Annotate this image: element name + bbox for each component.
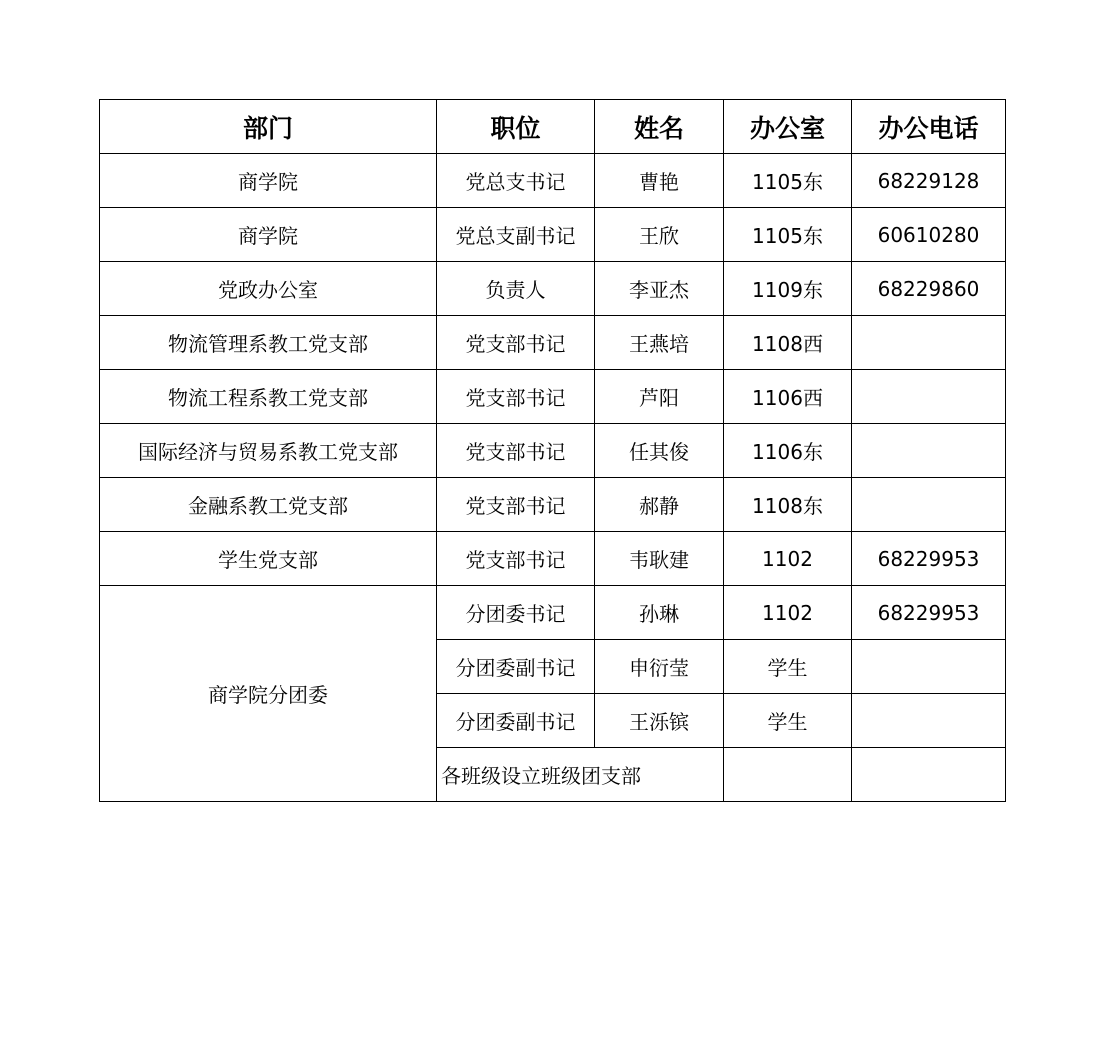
league-dept-cell: 商学院分团委: [100, 586, 437, 802]
header-office: 办公室: [724, 100, 852, 154]
office-cell: 1102: [724, 532, 852, 586]
contact-directory-table: [99, 99, 1006, 802]
office-cell: 1108东: [724, 478, 852, 532]
position-cell: 党支部书记: [437, 532, 595, 586]
dept-cell: 国际经济与贸易系教工党支部: [100, 424, 437, 478]
phone-cell: [852, 424, 1006, 478]
header-row: [100, 100, 1006, 154]
name-cell: 郝静: [595, 478, 724, 532]
dept-cell: 学生党支部: [100, 532, 437, 586]
phone-cell: [852, 694, 1006, 748]
name-cell: 芦阳: [595, 370, 724, 424]
position-cell: 党支部书记: [437, 424, 595, 478]
league-note-cell: 各班级设立班级团支部: [437, 748, 724, 802]
phone-cell: 68229953: [852, 532, 1006, 586]
table-row: [100, 154, 1006, 208]
position-cell: 党支部书记: [437, 316, 595, 370]
name-cell: 王燕培: [595, 316, 724, 370]
position-cell: 分团委副书记: [437, 640, 595, 694]
office-cell: 学生: [724, 694, 852, 748]
dept-cell: 党政办公室: [100, 262, 437, 316]
header-position: 职位: [437, 100, 595, 154]
table-row: [100, 370, 1006, 424]
office-cell: 1108西: [724, 316, 852, 370]
phone-cell: [852, 748, 1006, 802]
office-cell: 1106西: [724, 370, 852, 424]
office-cell: 1109东: [724, 262, 852, 316]
phone-cell: 68229953: [852, 586, 1006, 640]
name-cell: 曹艳: [595, 154, 724, 208]
name-cell: 李亚杰: [595, 262, 724, 316]
table-row: [100, 532, 1006, 586]
office-cell: 1105东: [724, 154, 852, 208]
position-cell: 党支部书记: [437, 370, 595, 424]
phone-cell: [852, 316, 1006, 370]
table-row: [100, 424, 1006, 478]
position-cell: 党总支副书记: [437, 208, 595, 262]
name-cell: 孙琳: [595, 586, 724, 640]
name-cell: 申衍莹: [595, 640, 724, 694]
name-cell: 王泺镔: [595, 694, 724, 748]
name-cell: 韦耿建: [595, 532, 724, 586]
phone-cell: 60610280: [852, 208, 1006, 262]
dept-cell: 金融系教工党支部: [100, 478, 437, 532]
name-cell: 王欣: [595, 208, 724, 262]
table-row: [100, 586, 1006, 640]
position-cell: 党支部书记: [437, 478, 595, 532]
position-cell: 分团委书记: [437, 586, 595, 640]
header-name: 姓名: [595, 100, 724, 154]
dept-cell: 物流工程系教工党支部: [100, 370, 437, 424]
office-cell: 1105东: [724, 208, 852, 262]
name-cell: 任其俊: [595, 424, 724, 478]
phone-cell: [852, 478, 1006, 532]
phone-cell: [852, 370, 1006, 424]
dept-cell: 物流管理系教工党支部: [100, 316, 437, 370]
office-cell: 学生: [724, 640, 852, 694]
header-phone: 办公电话: [852, 100, 1006, 154]
header-dept: 部门: [100, 100, 437, 154]
position-cell: 分团委副书记: [437, 694, 595, 748]
position-cell: 负责人: [437, 262, 595, 316]
dept-cell: 商学院: [100, 154, 437, 208]
phone-cell: 68229128: [852, 154, 1006, 208]
position-cell: 党总支书记: [437, 154, 595, 208]
phone-cell: [852, 640, 1006, 694]
phone-cell: 68229860: [852, 262, 1006, 316]
dept-cell: 商学院: [100, 208, 437, 262]
table-row: [100, 316, 1006, 370]
office-cell: 1106东: [724, 424, 852, 478]
office-cell: 1102: [724, 586, 852, 640]
table-row: [100, 208, 1006, 262]
table-row: [100, 262, 1006, 316]
office-cell: [724, 748, 852, 802]
table-row: [100, 478, 1006, 532]
